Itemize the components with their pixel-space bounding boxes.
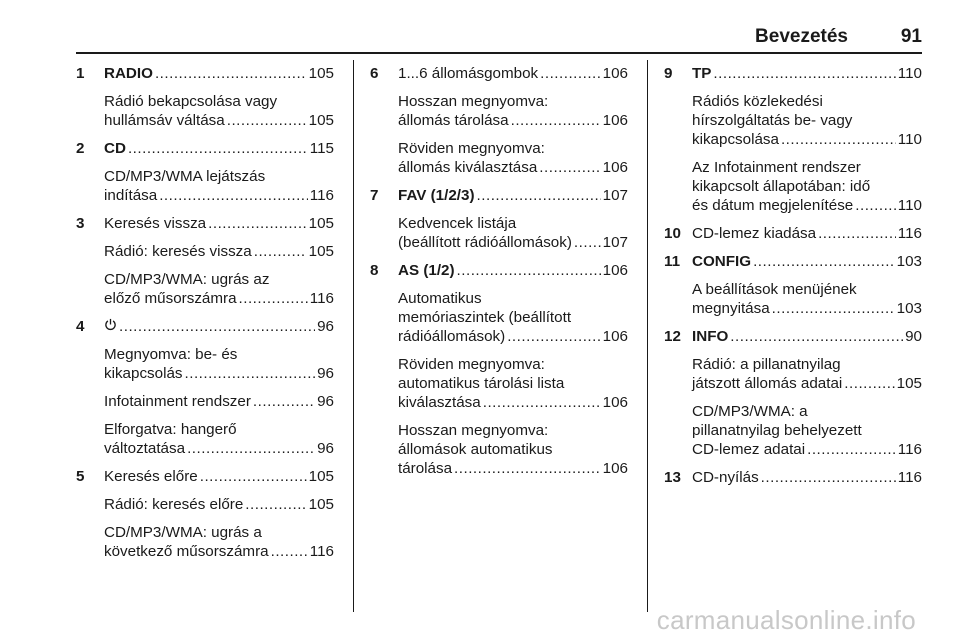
- index-text: CD: [104, 140, 126, 157]
- index-text: CD-lemez adatai: [692, 441, 806, 458]
- dot-leader: [155, 64, 307, 83]
- page-reference[interactable]: 105: [308, 65, 334, 82]
- index-entry: [664, 158, 922, 215]
- index-entry: [76, 467, 334, 486]
- dot-leader: [511, 111, 601, 130]
- index-text: AS (1/2): [398, 262, 455, 279]
- index-line-with-page: [104, 364, 334, 383]
- index-text: Rádió bekapcsolása vagy: [104, 93, 278, 110]
- page-title: Bevezetés: [755, 26, 848, 47]
- index-entry: [664, 92, 922, 149]
- index-line: [398, 308, 628, 327]
- index-text: Rádió: keresés előre: [104, 496, 244, 513]
- page-reference[interactable]: 105: [308, 468, 334, 485]
- index-line: [398, 139, 628, 158]
- dot-leader: [187, 439, 315, 458]
- dot-leader: [185, 364, 316, 383]
- index-line-with-page: [692, 224, 922, 243]
- index-text: pillanatnyilag behelyezett: [692, 422, 862, 439]
- page-reference[interactable]: 116: [309, 187, 334, 204]
- index-text: indítása: [104, 187, 158, 204]
- index-entry: [664, 252, 922, 271]
- dot-leader: [753, 252, 895, 271]
- dot-leader: [271, 542, 308, 561]
- entry-number: 2: [76, 140, 85, 157]
- index-text: állomás kiválasztása: [398, 159, 538, 176]
- page-reference[interactable]: 116: [897, 469, 922, 486]
- page-reference[interactable]: 105: [308, 496, 334, 513]
- index-line: [692, 177, 922, 196]
- index-line-with-page: [104, 495, 334, 514]
- page-reference[interactable]: 115: [309, 140, 334, 157]
- index-text: Az Infotainment rendszer: [692, 159, 861, 176]
- page-reference[interactable]: 116: [897, 441, 922, 458]
- index-text: kikapcsolás: [104, 365, 183, 382]
- index-line: [692, 280, 922, 299]
- index-line-with-page: [104, 139, 334, 158]
- index-line: [104, 92, 334, 111]
- index-line: [398, 355, 628, 374]
- dot-leader: [761, 468, 896, 487]
- index-entry: [370, 214, 628, 252]
- index-line-with-page: [692, 299, 922, 318]
- index-text: automatikus tárolási lista: [398, 375, 565, 392]
- index-text: Elforgatva: hangerő: [104, 421, 237, 438]
- page-reference[interactable]: 96: [317, 318, 334, 335]
- page-reference[interactable]: 107: [602, 187, 628, 204]
- dot-leader: [200, 467, 307, 486]
- index-text: CD/MP3/WMA: a: [692, 403, 808, 420]
- index-text: Röviden megnyomva:: [398, 140, 545, 157]
- page-reference[interactable]: 116: [309, 290, 334, 307]
- dot-leader: [713, 64, 895, 83]
- index-line: [398, 421, 628, 440]
- index-text: Hosszan megnyomva:: [398, 422, 549, 439]
- index-text: memóriaszintek (beállított: [398, 309, 572, 326]
- entry-number: 6: [370, 65, 379, 82]
- power-icon: [104, 317, 117, 330]
- page-reference[interactable]: 106: [602, 394, 628, 411]
- index-line: [692, 92, 922, 111]
- index-line-with-page: [104, 242, 334, 261]
- index-text: (beállított rádióállomások): [398, 234, 572, 251]
- index-entry: [76, 64, 334, 83]
- index-entry: [664, 327, 922, 346]
- page-reference[interactable]: 96: [317, 440, 334, 457]
- column-divider: [647, 60, 648, 612]
- page-reference[interactable]: 106: [602, 328, 628, 345]
- index-text: Keresés vissza: [104, 215, 207, 232]
- index-text: Kedvencek listája: [398, 215, 517, 232]
- page-reference[interactable]: 106: [602, 159, 628, 176]
- index-text: játszott állomás adatai: [692, 375, 843, 392]
- index-text: előző műsorszámra: [104, 290, 237, 307]
- index-entry: [664, 64, 922, 83]
- entry-number: 8: [370, 262, 379, 279]
- page-reference[interactable]: 106: [602, 65, 628, 82]
- index-entry: [370, 289, 628, 346]
- dot-leader: [239, 289, 308, 308]
- index-line-with-page: [398, 186, 628, 205]
- page-reference[interactable]: 106: [602, 460, 628, 477]
- index-entry: [76, 92, 334, 130]
- index-text: Automatikus: [398, 290, 482, 307]
- index-line-with-page: [104, 392, 334, 411]
- index-line-with-page: [398, 261, 628, 280]
- page-reference[interactable]: 105: [308, 243, 334, 260]
- page-reference[interactable]: 96: [317, 393, 334, 410]
- index-entry: [664, 355, 922, 393]
- index-line-with-page: [692, 468, 922, 487]
- index-text: Infotainment rendszer: [104, 393, 251, 410]
- index-line-with-page: [692, 327, 922, 346]
- index-line-with-page: [104, 542, 334, 561]
- index-column-2: [370, 64, 628, 487]
- index-entry: [76, 523, 334, 561]
- index-line-with-page: [104, 214, 334, 233]
- index-line: [692, 355, 922, 374]
- index-line: [398, 92, 628, 111]
- index-entry: [76, 345, 334, 383]
- dot-leader: [540, 64, 601, 83]
- index-text: állomás tárolása: [398, 112, 509, 129]
- page-reference[interactable]: 103: [896, 253, 922, 270]
- index-entry: [370, 186, 628, 205]
- index-line-with-page: [104, 289, 334, 308]
- index-entry: [370, 64, 628, 83]
- index-line: [104, 270, 334, 289]
- index-line-with-page: [104, 111, 334, 130]
- dot-leader: [483, 393, 601, 412]
- index-line-with-page: [104, 439, 334, 458]
- index-entry: [664, 224, 922, 243]
- entry-number: 4: [76, 318, 85, 335]
- index-line: [692, 402, 922, 421]
- index-text: Röviden megnyomva:: [398, 356, 545, 373]
- index-entry: [76, 420, 334, 458]
- dot-leader: [245, 495, 306, 514]
- index-text: CD/MP3/WMA lejátszás: [104, 168, 266, 185]
- index-line-with-page: [692, 196, 922, 215]
- index-text: hírszolgáltatás be- vagy: [692, 112, 853, 129]
- index-entry: [76, 214, 334, 233]
- index-text: 1...6 állomásgombok: [398, 65, 539, 82]
- index-line-with-page: [398, 111, 628, 130]
- entry-number: 7: [370, 187, 379, 204]
- index-text: RADIO: [104, 65, 153, 82]
- dot-leader: [454, 459, 601, 478]
- entry-number: 5: [76, 468, 85, 485]
- index-text: megnyitása: [692, 300, 770, 317]
- index-line: [398, 214, 628, 233]
- index-entry: [370, 421, 628, 478]
- index-entry: [76, 167, 334, 205]
- index-entry: [664, 468, 922, 487]
- index-text: állomások automatikus: [398, 441, 553, 458]
- page-reference[interactable]: 110: [897, 131, 922, 148]
- index-line: [398, 440, 628, 459]
- dot-leader: [772, 299, 895, 318]
- index-entry: [370, 92, 628, 130]
- entry-number: 9: [664, 65, 673, 82]
- dot-leader: [253, 392, 315, 411]
- index-text: rádióállomások): [398, 328, 506, 345]
- page-reference[interactable]: 105: [896, 375, 922, 392]
- index-line: [398, 289, 628, 308]
- dot-leader: [457, 261, 601, 280]
- index-line-with-page: [692, 440, 922, 459]
- index-text: TP: [692, 65, 712, 82]
- page-number: 91: [900, 26, 922, 47]
- page-reference[interactable]: 107: [602, 234, 628, 251]
- index-entry: [76, 270, 334, 308]
- page-reference[interactable]: 106: [602, 112, 628, 129]
- dot-leader: [855, 196, 896, 215]
- index-line-with-page: [692, 130, 922, 149]
- index-entry: [76, 392, 334, 411]
- index-text: kikapcsolt állapotában: idő: [692, 178, 871, 195]
- index-line-with-page: [104, 186, 334, 205]
- column-divider: [353, 60, 354, 612]
- index-entry: [664, 280, 922, 318]
- index-line-with-page: [398, 158, 628, 177]
- page-header: [76, 22, 922, 54]
- index-text: kikapcsolása: [692, 131, 779, 148]
- index-entry: [76, 139, 334, 158]
- index-text: és dátum megjelenítése: [692, 197, 854, 214]
- index-entry: [76, 242, 334, 261]
- index-line: [398, 374, 628, 393]
- index-text: A beállítások menüjének: [692, 281, 857, 298]
- dot-leader: [477, 186, 601, 205]
- page-reference[interactable]: 90: [905, 328, 922, 345]
- index-line-with-page: [692, 64, 922, 83]
- index-text: kiválasztása: [398, 394, 481, 411]
- index-text: Megnyomva: be- és: [104, 346, 238, 363]
- entry-number: 12: [664, 328, 681, 345]
- index-line: [692, 158, 922, 177]
- page-reference[interactable]: 110: [897, 65, 922, 82]
- dot-leader: [159, 186, 308, 205]
- index-entry: [370, 355, 628, 412]
- index-line-with-page: [104, 467, 334, 486]
- index-line-with-page: [398, 459, 628, 478]
- dot-leader: [807, 440, 896, 459]
- index-line: [692, 421, 922, 440]
- dot-leader: [227, 111, 307, 130]
- index-line-with-page: [398, 393, 628, 412]
- dot-leader: [818, 224, 896, 243]
- entry-number: 1: [76, 65, 85, 82]
- index-text: Rádió: a pillanatnyilag: [692, 356, 841, 373]
- index-line-with-page: [398, 327, 628, 346]
- index-entry: [664, 402, 922, 459]
- index-line-with-page: [104, 317, 334, 336]
- index-text: CD-lemez kiadása: [692, 225, 817, 242]
- page-reference[interactable]: 116: [897, 225, 922, 242]
- index-text: Hosszan megnyomva:: [398, 93, 549, 110]
- dot-leader: [844, 374, 894, 393]
- index-entry: [76, 495, 334, 514]
- index-line: [104, 420, 334, 439]
- dot-leader: [539, 158, 600, 177]
- index-line-with-page: [398, 64, 628, 83]
- index-entry: [370, 261, 628, 280]
- index-line-with-page: [692, 252, 922, 271]
- index-line: [692, 111, 922, 130]
- dot-leader: [507, 327, 600, 346]
- index-text: CONFIG: [692, 253, 752, 270]
- index-line: [104, 523, 334, 542]
- index-text: FAV (1/2/3): [398, 187, 475, 204]
- index-text: hullámsáv váltása: [104, 112, 225, 129]
- index-entry: [370, 139, 628, 177]
- index-text: tárolása: [398, 460, 453, 477]
- index-entry: [76, 317, 334, 336]
- index-text: INFO: [692, 328, 729, 345]
- page-reference[interactable]: 110: [897, 197, 922, 214]
- dot-leader: [781, 130, 896, 149]
- dot-leader: [730, 327, 903, 346]
- page-reference[interactable]: 116: [309, 543, 334, 560]
- index-line: [104, 167, 334, 186]
- entry-number: 11: [664, 253, 681, 270]
- dot-leader: [254, 242, 307, 261]
- index-text: következő műsorszámra: [104, 543, 269, 560]
- watermark: carmanualsonline.info: [656, 605, 916, 635]
- index-text: Keresés előre: [104, 468, 198, 485]
- dot-leader: [119, 317, 315, 336]
- index-line-with-page: [398, 233, 628, 252]
- index-text: CD/MP3/WMA: ugrás az: [104, 271, 270, 288]
- page-reference[interactable]: 105: [308, 112, 334, 129]
- index-text: Rádiós közlekedési: [692, 93, 823, 110]
- index-text: változtatása: [104, 440, 186, 457]
- index-text: CD-nyílás: [692, 469, 759, 486]
- index-column-1: [76, 64, 334, 570]
- index-text: Rádió: keresés vissza: [104, 243, 252, 260]
- index-line-with-page: [692, 374, 922, 393]
- entry-number: 3: [76, 215, 85, 232]
- entry-number: 13: [664, 469, 681, 486]
- dot-leader: [574, 233, 601, 252]
- page-reference[interactable]: 106: [602, 262, 628, 279]
- dot-leader: [128, 139, 308, 158]
- index-line: [104, 345, 334, 364]
- index-text: CD/MP3/WMA: ugrás a: [104, 524, 262, 541]
- page-reference[interactable]: 96: [317, 365, 334, 382]
- page-reference[interactable]: 103: [896, 300, 922, 317]
- entry-number: 10: [664, 225, 681, 242]
- dot-leader: [208, 214, 307, 233]
- index-column-3: [664, 64, 922, 496]
- page-reference[interactable]: 105: [308, 215, 334, 232]
- index-line-with-page: [104, 64, 334, 83]
